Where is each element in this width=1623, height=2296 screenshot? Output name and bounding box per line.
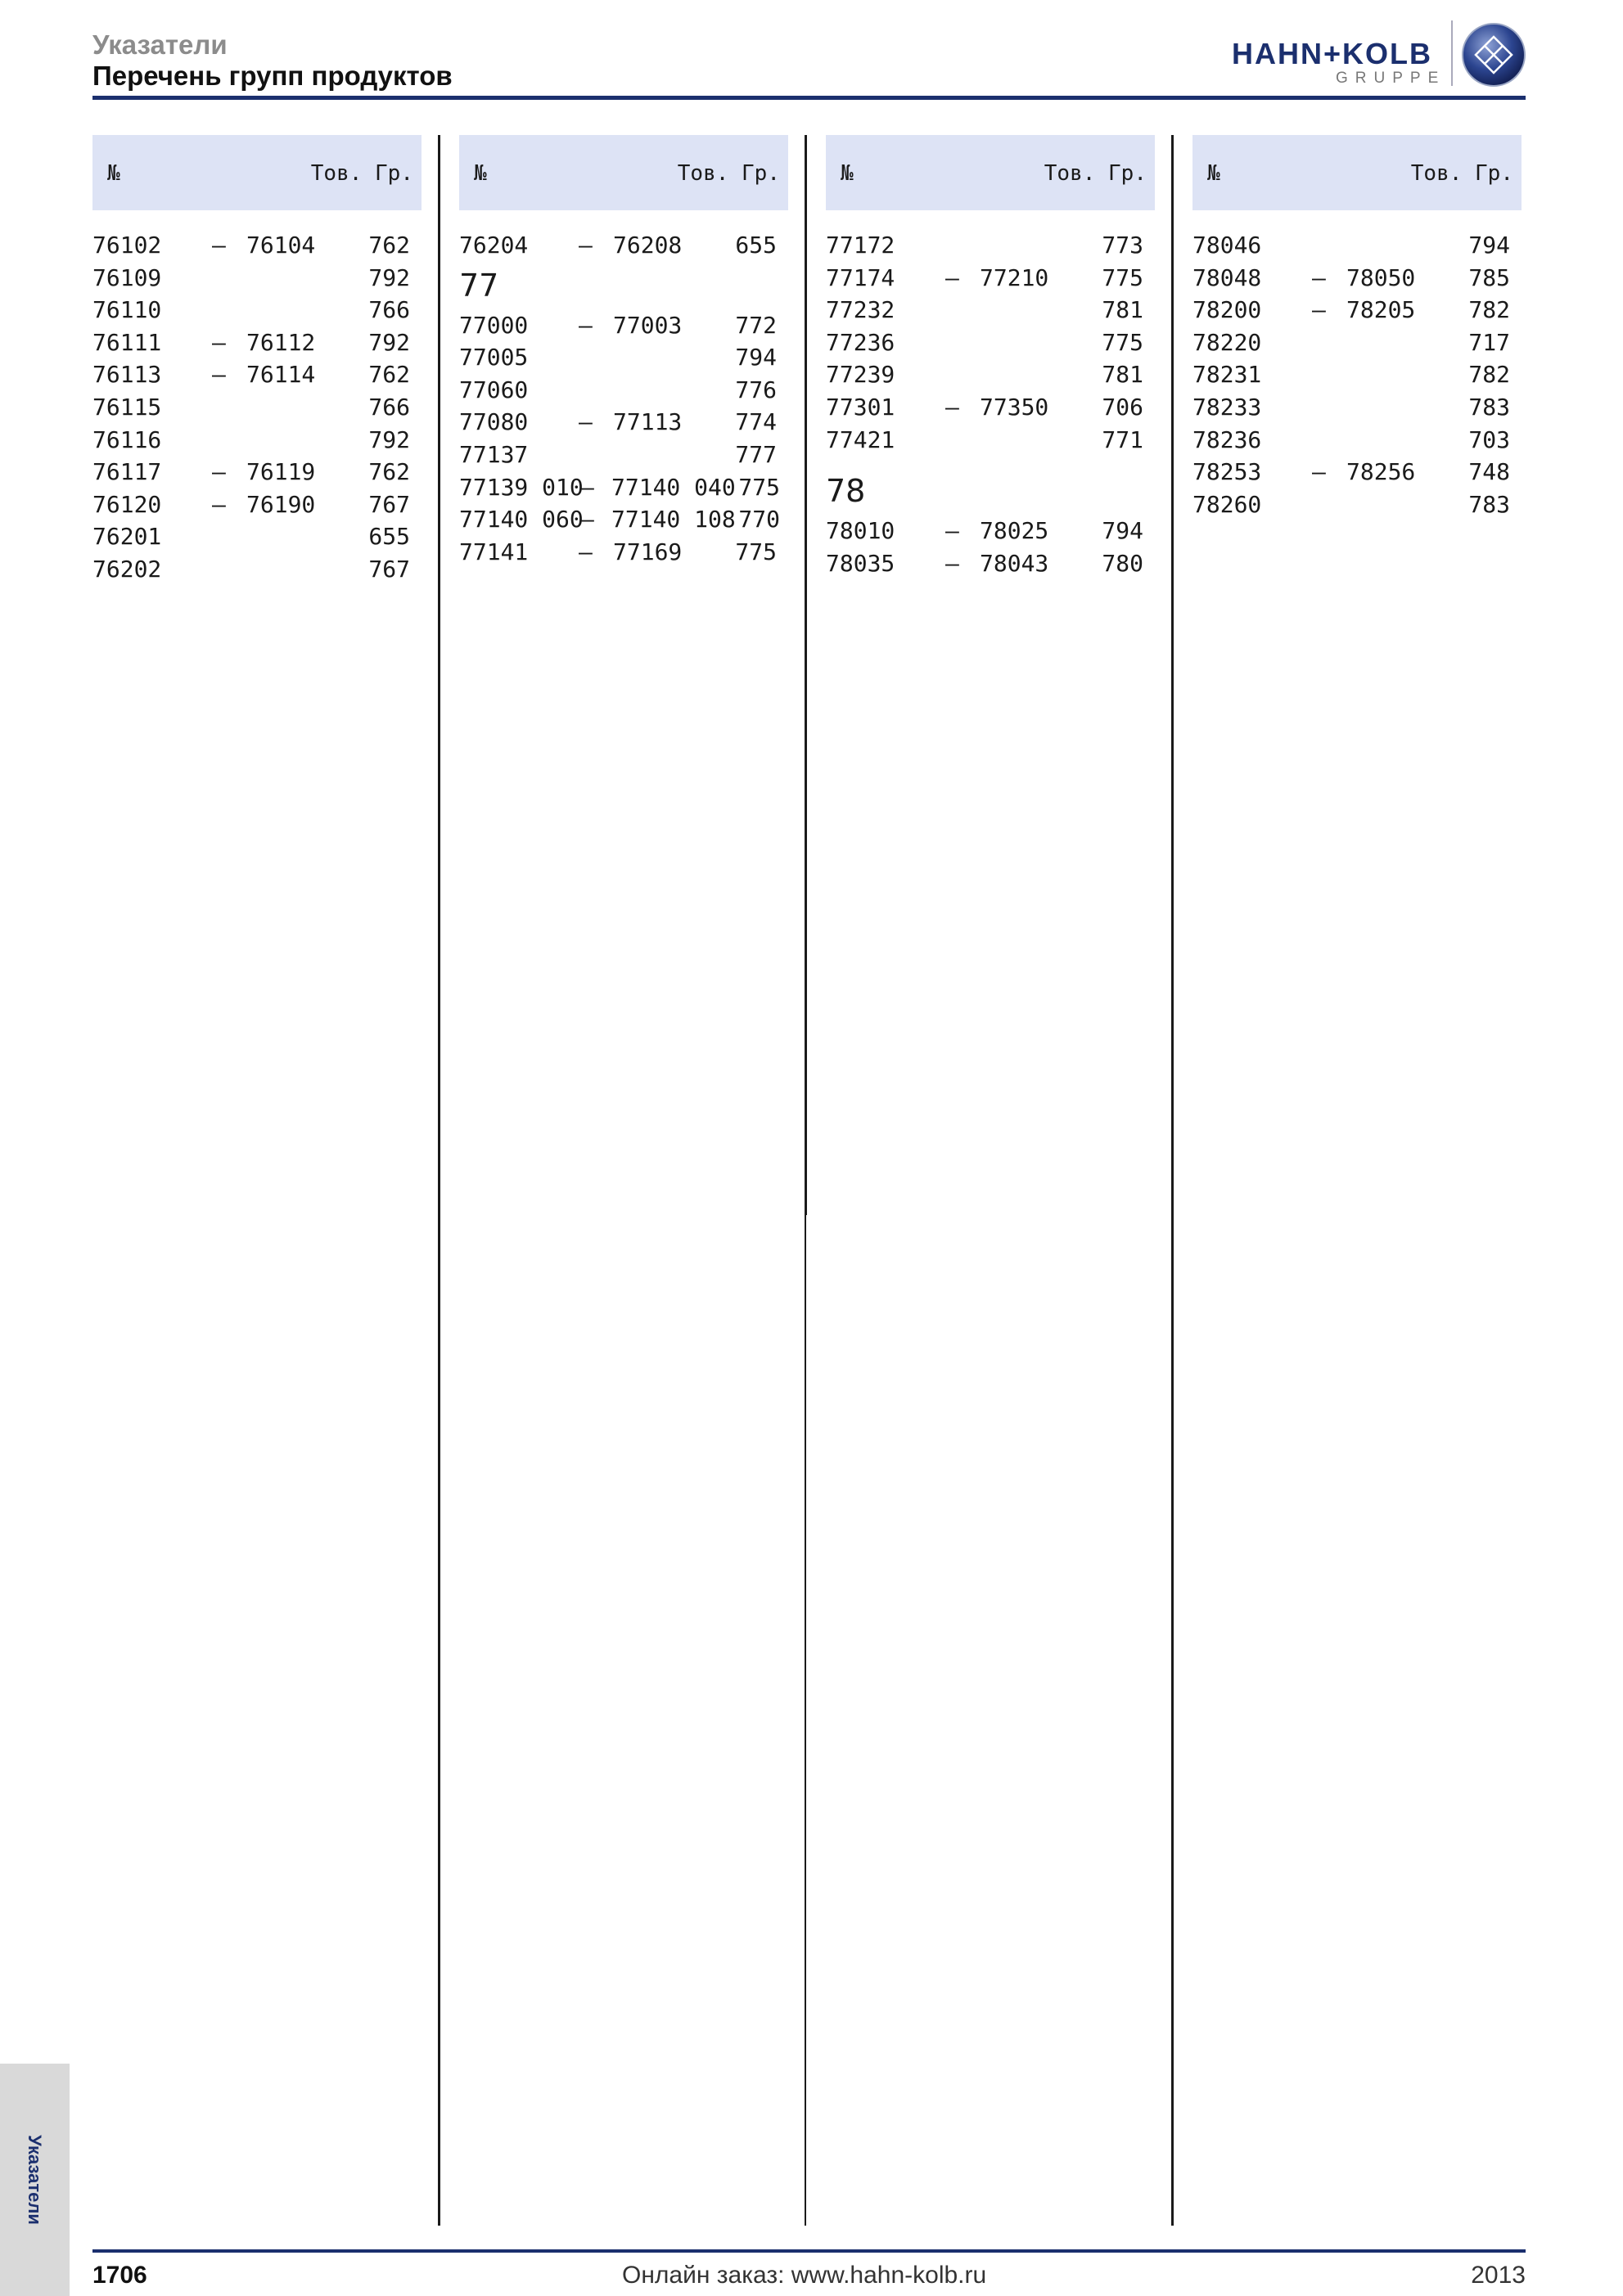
item-number-from: 76109 bbox=[92, 263, 162, 291]
group-heading-text: 78 bbox=[826, 473, 866, 510]
index-row bbox=[1192, 227, 1522, 259]
product-group: 774 bbox=[735, 408, 777, 436]
logo-sub: GRUPPE bbox=[1336, 70, 1446, 87]
product-group: 766 bbox=[368, 296, 410, 324]
range-dash: – bbox=[1312, 296, 1326, 324]
index-column bbox=[826, 135, 1155, 577]
index-row bbox=[826, 512, 1155, 545]
logo-name: HAHN+KOLB bbox=[1232, 37, 1433, 70]
item-number-to: 76112 bbox=[246, 328, 316, 356]
item-number-from: 77140 060 bbox=[459, 506, 584, 533]
item-number-to: 77350 bbox=[980, 393, 1049, 421]
product-group: 762 bbox=[368, 361, 410, 389]
item-number-from: 76110 bbox=[92, 296, 162, 324]
item-number-from: 78010 bbox=[826, 517, 895, 545]
item-number-from: 77301 bbox=[826, 393, 895, 421]
range-dash: – bbox=[579, 232, 593, 259]
item-number-from: 77141 bbox=[459, 538, 529, 565]
item-number-to: 78043 bbox=[980, 549, 1049, 577]
item-number-to: 76208 bbox=[613, 232, 683, 259]
index-row bbox=[92, 518, 422, 551]
page-title: Перечень групп продуктов bbox=[92, 61, 453, 91]
index-row bbox=[92, 324, 422, 357]
header-group-label: Тов. Гр. bbox=[310, 161, 413, 186]
item-number-to: 76119 bbox=[246, 458, 316, 486]
header-group-label: Тов. Гр. bbox=[1044, 161, 1147, 186]
index-row bbox=[826, 545, 1155, 578]
index-row bbox=[92, 259, 422, 292]
side-tab-label: Указатели bbox=[25, 2135, 45, 2225]
group-heading bbox=[826, 465, 1155, 512]
item-number-from: 76102 bbox=[92, 232, 162, 259]
index-row bbox=[1192, 324, 1522, 357]
year: 2013 bbox=[1471, 2262, 1526, 2289]
item-number-from: 77060 bbox=[459, 376, 529, 403]
item-number-to: 78256 bbox=[1346, 458, 1416, 486]
index-row bbox=[1192, 259, 1522, 292]
item-number-from: 77239 bbox=[826, 361, 895, 389]
product-group: 792 bbox=[368, 328, 410, 356]
item-number-from: 78046 bbox=[1192, 232, 1262, 259]
header-section: Указатели bbox=[92, 29, 228, 60]
product-group: 792 bbox=[368, 263, 410, 291]
product-group: 775 bbox=[1102, 328, 1143, 356]
header-number-label: № bbox=[1207, 161, 1220, 186]
index-row bbox=[459, 339, 788, 371]
item-number-from: 78035 bbox=[826, 549, 895, 577]
product-group: 773 bbox=[1102, 232, 1143, 259]
order-link-text[interactable]: Онлайн заказ: www.hahn-kolb.ru bbox=[622, 2262, 987, 2289]
range-dash: – bbox=[945, 263, 959, 291]
index-row bbox=[826, 389, 1155, 421]
header-group-label: Тов. Гр. bbox=[1410, 161, 1513, 186]
product-group: 792 bbox=[368, 425, 410, 453]
side-tab[interactable] bbox=[0, 2064, 70, 2296]
item-number-to: 77169 bbox=[613, 538, 683, 565]
product-group: 783 bbox=[1468, 490, 1510, 518]
product-group: 776 bbox=[735, 376, 777, 403]
range-dash: – bbox=[580, 473, 594, 501]
item-number-to: 77140 108 bbox=[611, 506, 736, 533]
product-group: 771 bbox=[1102, 425, 1143, 453]
item-number-from: 76116 bbox=[92, 425, 162, 453]
item-number-from: 77139 010 bbox=[459, 473, 584, 501]
item-number-from: 76120 bbox=[92, 490, 162, 518]
index-row bbox=[92, 486, 422, 519]
index-row bbox=[1192, 421, 1522, 454]
index-row bbox=[459, 469, 788, 502]
index-column bbox=[1192, 135, 1522, 518]
index-row bbox=[459, 227, 788, 259]
index-row bbox=[826, 324, 1155, 357]
index-row bbox=[826, 421, 1155, 454]
item-number-from: 78253 bbox=[1192, 458, 1262, 486]
index-row bbox=[1192, 291, 1522, 324]
column-header bbox=[1192, 135, 1522, 210]
product-group: 762 bbox=[368, 232, 410, 259]
item-number-to: 77210 bbox=[980, 263, 1049, 291]
index-row bbox=[826, 227, 1155, 259]
index-row bbox=[92, 551, 422, 583]
index-column bbox=[459, 135, 788, 565]
index-row bbox=[459, 501, 788, 533]
column-separator bbox=[805, 1215, 806, 2226]
index-row bbox=[92, 389, 422, 421]
item-number-from: 78233 bbox=[1192, 393, 1262, 421]
index-row bbox=[826, 356, 1155, 389]
index-row bbox=[459, 533, 788, 566]
item-number-from: 77232 bbox=[826, 296, 895, 324]
product-group: 767 bbox=[368, 490, 410, 518]
product-group: 782 bbox=[1468, 361, 1510, 389]
item-number-from: 76201 bbox=[92, 523, 162, 551]
footer-rule bbox=[92, 2249, 1526, 2253]
range-dash: – bbox=[212, 458, 226, 486]
product-group: 748 bbox=[1468, 458, 1510, 486]
product-group: 794 bbox=[735, 344, 777, 371]
index-row bbox=[92, 421, 422, 454]
column-separator bbox=[1171, 135, 1174, 2226]
item-number-from: 78260 bbox=[1192, 490, 1262, 518]
item-number-from: 77421 bbox=[826, 425, 895, 453]
item-number-to: 77113 bbox=[613, 408, 683, 436]
item-number-from: 77174 bbox=[826, 263, 895, 291]
product-group: 655 bbox=[368, 523, 410, 551]
item-number-from: 77005 bbox=[459, 344, 529, 371]
item-number-from: 77236 bbox=[826, 328, 895, 356]
item-number-to: 77003 bbox=[613, 311, 683, 339]
index-row bbox=[826, 291, 1155, 324]
product-group: 775 bbox=[1102, 263, 1143, 291]
index-row bbox=[1192, 389, 1522, 421]
product-group: 777 bbox=[735, 440, 777, 468]
column-header bbox=[92, 135, 422, 210]
range-dash: – bbox=[212, 361, 226, 389]
item-number-from: 78236 bbox=[1192, 425, 1262, 453]
item-number-from: 77137 bbox=[459, 440, 529, 468]
range-dash: – bbox=[945, 517, 959, 545]
product-group: 780 bbox=[1102, 549, 1143, 577]
column-header bbox=[826, 135, 1155, 210]
item-number-to: 78205 bbox=[1346, 296, 1416, 324]
range-dash: – bbox=[1312, 458, 1326, 486]
group-heading-text: 77 bbox=[459, 267, 499, 304]
product-group: 783 bbox=[1468, 393, 1510, 421]
column-separator bbox=[805, 135, 807, 1215]
page-number: 1706 bbox=[92, 2262, 147, 2289]
group-heading bbox=[459, 259, 788, 307]
product-group: 781 bbox=[1102, 361, 1143, 389]
product-group: 781 bbox=[1102, 296, 1143, 324]
index-row bbox=[826, 259, 1155, 292]
item-number-from: 78231 bbox=[1192, 361, 1262, 389]
item-number-from: 77000 bbox=[459, 311, 529, 339]
product-group: 775 bbox=[735, 538, 777, 565]
product-group: 782 bbox=[1468, 296, 1510, 324]
item-number-from: 76204 bbox=[459, 232, 529, 259]
range-dash: – bbox=[579, 408, 593, 436]
hk-emblem-icon bbox=[1461, 22, 1526, 88]
product-group: 762 bbox=[368, 458, 410, 486]
item-number-from: 77172 bbox=[826, 232, 895, 259]
index-row bbox=[459, 403, 788, 436]
range-dash: – bbox=[212, 328, 226, 356]
index-row bbox=[459, 436, 788, 469]
index-row bbox=[459, 307, 788, 340]
index-column bbox=[92, 135, 422, 583]
item-number-from: 77080 bbox=[459, 408, 529, 436]
logo-divider bbox=[1451, 20, 1453, 86]
product-group: 770 bbox=[738, 506, 780, 533]
header-number-label: № bbox=[107, 161, 120, 186]
product-group: 703 bbox=[1468, 425, 1510, 453]
item-number-to: 76114 bbox=[246, 361, 316, 389]
column-separator bbox=[438, 135, 440, 2226]
product-group: 772 bbox=[735, 311, 777, 339]
product-group: 794 bbox=[1468, 232, 1510, 259]
index-row bbox=[459, 371, 788, 404]
hahn-kolb-logo bbox=[1232, 20, 1526, 91]
header-number-label: № bbox=[474, 161, 487, 186]
product-group: 706 bbox=[1102, 393, 1143, 421]
range-dash: – bbox=[580, 506, 594, 533]
item-number-to: 76104 bbox=[246, 232, 316, 259]
range-dash: – bbox=[579, 311, 593, 339]
index-row bbox=[1192, 356, 1522, 389]
item-number-from: 76202 bbox=[92, 555, 162, 583]
product-group: 775 bbox=[738, 473, 780, 501]
range-dash: – bbox=[212, 490, 226, 518]
header-group-label: Тов. Гр. bbox=[677, 161, 780, 186]
item-number-from: 76115 bbox=[92, 393, 162, 421]
item-number-from: 78220 bbox=[1192, 328, 1262, 356]
item-number-from: 76113 bbox=[92, 361, 162, 389]
column-header bbox=[459, 135, 788, 210]
range-dash: – bbox=[579, 538, 593, 565]
index-row bbox=[92, 291, 422, 324]
product-group: 766 bbox=[368, 393, 410, 421]
index-row bbox=[1192, 486, 1522, 519]
product-group: 785 bbox=[1468, 263, 1510, 291]
item-number-from: 78200 bbox=[1192, 296, 1262, 324]
product-group: 767 bbox=[368, 555, 410, 583]
item-number-to: 78025 bbox=[980, 517, 1049, 545]
index-row bbox=[92, 356, 422, 389]
item-number-from: 76111 bbox=[92, 328, 162, 356]
range-dash: – bbox=[212, 232, 226, 259]
item-number-from: 76117 bbox=[92, 458, 162, 486]
product-group: 717 bbox=[1468, 328, 1510, 356]
header-rule bbox=[92, 96, 1526, 100]
item-number-to: 78050 bbox=[1346, 263, 1416, 291]
range-dash: – bbox=[945, 549, 959, 577]
product-group: 655 bbox=[735, 232, 777, 259]
product-group: 794 bbox=[1102, 517, 1143, 545]
index-row bbox=[1192, 453, 1522, 486]
index-row bbox=[92, 453, 422, 486]
item-number-to: 77140 040 bbox=[611, 473, 736, 501]
range-dash: – bbox=[945, 393, 959, 421]
item-number-to: 76190 bbox=[246, 490, 316, 518]
item-number-from: 78048 bbox=[1192, 263, 1262, 291]
header-number-label: № bbox=[841, 161, 854, 186]
index-row bbox=[92, 227, 422, 259]
range-dash: – bbox=[1312, 263, 1326, 291]
